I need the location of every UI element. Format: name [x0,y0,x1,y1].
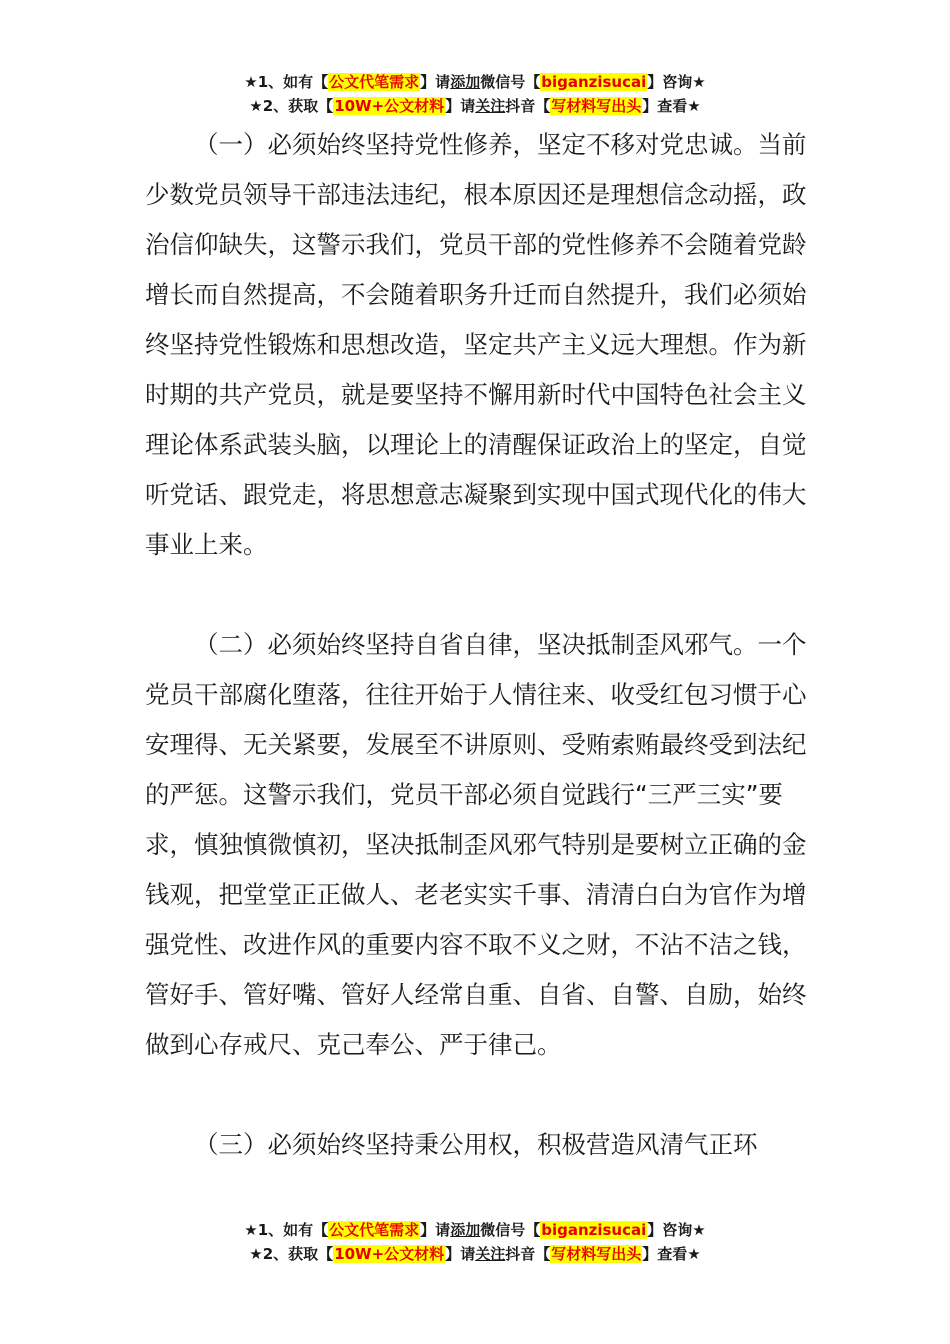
banner-text: ★2、获取【 [249,97,334,115]
banner-highlight: 10W+公文材料 [334,1245,445,1263]
banner-text: 】查看★ [642,97,701,115]
header-banner [0,70,950,118]
banner-highlight: 10W+公文材料 [334,97,445,115]
banner-highlight: biganzisucai [541,73,647,91]
banner-text: 】请 [420,1221,451,1239]
banner-text: ★1、如有【 [244,73,329,91]
banner-highlight: biganzisucai [541,1221,647,1239]
paragraph-3: （三）必须始终坚持秉公用权，积极营造风清气正环 [194,1130,758,1159]
banner-text: ★2、获取【 [249,1245,334,1263]
banner-highlight: 公文代笔需求 [329,1221,420,1239]
footer-line-2 [0,1242,950,1266]
banner-line-1 [0,70,950,94]
footer-banner [0,1218,950,1266]
paragraph-2: （二）必须始终坚持自省自律，坚决抵制歪风邪气。一个党员干部腐化堕落，往往开始于人情往来、收受红包习惯于心安理得、无关紧要，发展至不讲原则、受贿索贿最终受到法纪的严惩。这警示我们，党员干部必须自觉践行“三严三实”要求，慎独慎微慎初，坚决抵制歪风邪气特别是要树立正确的金钱观，把堂堂正正做人、老老实实千事、清清白白为官作为增强党性、改进作风的重要内容不取不义之财，不沾不洁之钱，管好手、管好嘴、管好人经常自重、自省、自警、自励，始终做到心存戒尺、克己奉公、严于律己。 [145,630,807,1059]
document-body [145,120,810,1170]
banner-text: 】查看★ [642,1245,701,1263]
banner-underline: 关注 [475,97,506,115]
banner-highlight: 写材料写出头 [551,1245,642,1263]
banner-text: 】咨询★ [647,1221,706,1239]
banner-underline: 添加 [450,1221,481,1239]
banner-line-2 [0,94,950,118]
banner-text: 】请 [420,73,451,91]
banner-text: 】请 [445,97,476,115]
banner-underline: 添加 [450,73,481,91]
banner-underline: 关注 [475,1245,506,1263]
banner-text: 抖音【 [505,1245,551,1263]
banner-text: 微信号【 [480,73,541,91]
paragraph-1: （一）必须始终坚持党性修养，坚定不移对党忠诚。当前少数党员领导干部违法违纪，根本原因还是理想信念动摇，政治信仰缺失，这警示我们，党员干部的党性修养不会随着党龄增长而自然提高，不会随着职务升迁而自然提升，我们必须始终坚持党性锻炼和思想改造，坚定共产主义远大理想。作为新时期的共产党员，就是要坚持不懈用新时代中国特色社会主义理论体系武装头脑，以理论上的清醒保证政治上的坚定，自觉听党话、跟党走，将思想意志凝聚到实现中国式现代化的伟大事业上来。 [145,130,807,559]
footer-line-1 [0,1218,950,1242]
banner-text: 】请 [445,1245,476,1263]
banner-text: ★1、如有【 [244,1221,329,1239]
banner-text: 抖音【 [505,97,551,115]
banner-highlight: 写材料写出头 [551,97,642,115]
banner-highlight: 公文代笔需求 [329,73,420,91]
banner-text: 】咨询★ [647,73,706,91]
banner-text: 微信号【 [480,1221,541,1239]
